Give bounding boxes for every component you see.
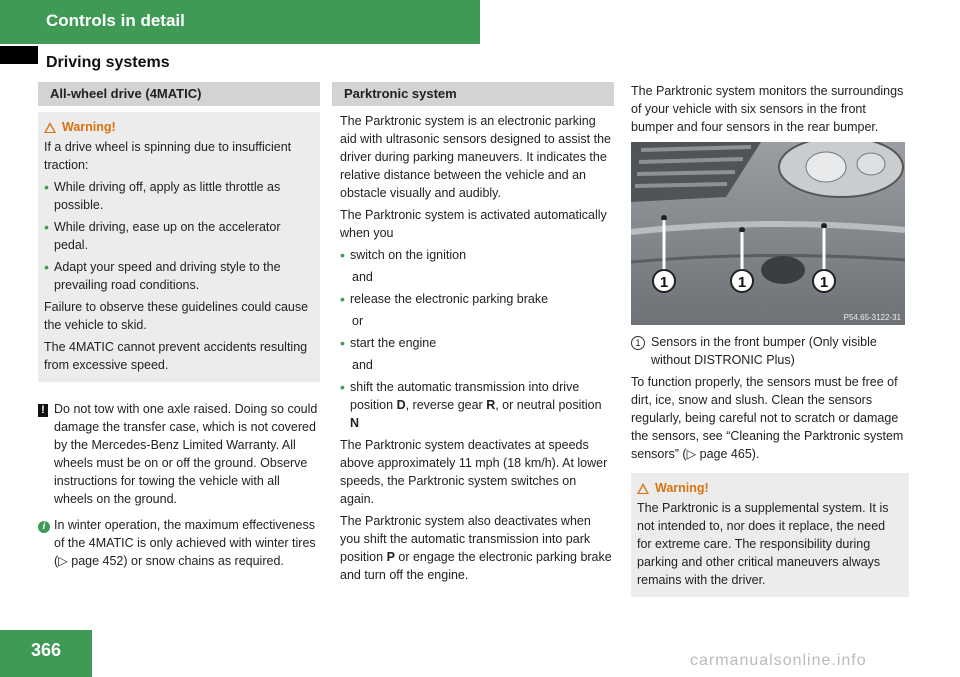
list-item: • start the engine	[340, 335, 437, 351]
column-right	[631, 82, 909, 597]
bumper-image	[631, 142, 905, 325]
callout-1-a: 1	[659, 274, 669, 291]
awd-warning-title: Warning!	[44, 118, 314, 136]
page-number: 366	[30, 640, 62, 660]
list-item: • shift the automatic transmission into drive position D, reverse gear R, or neutral position N	[340, 379, 602, 430]
awd-warning-box	[38, 112, 320, 382]
awd-heading: All-wheel drive (4MATIC)	[38, 82, 320, 106]
warning-icon	[44, 122, 56, 133]
warning-icon	[637, 483, 649, 494]
right-p2: To function properly, the sensors must be free of dirt, ice, snow and slush. Clean the sensors regularly, being careful not to scratch or damage the sensors, see “Cleaning the Parktronic system sensors” (▷ page 465).	[631, 375, 904, 461]
list-item: • While driving off, apply as little throttle as possible.	[44, 179, 281, 212]
parktronic-p2: The Parktronic system is activated automatically when you	[340, 208, 607, 240]
callout-1-c: 1	[819, 274, 829, 291]
awd-warning-para2: The 4MATIC cannot prevent accidents resulting from excessive speed.	[44, 340, 308, 372]
right-warning-box	[631, 473, 909, 597]
list-item: • Adapt your speed and driving style to the prevailing road conditions.	[44, 259, 281, 292]
header-marker	[0, 46, 38, 64]
awd-warning-para1: Failure to observe these guidelines could cause the vehicle to skid.	[44, 300, 309, 332]
tow-note: ! Do not tow with one axle raised. Doing so could damage the transfer case, which is not covered by the Mercedes-Benz Limited Warranty. All wheels must be on or off the ground. Observe instructions for towing the vehicle with all wheels on the ground.	[38, 400, 320, 508]
column-parktronic	[332, 82, 614, 588]
watermark: carmanualsonline.info	[690, 652, 867, 669]
list-item: • release the electronic parking brake	[340, 291, 549, 307]
right-p1: The Parktronic system monitors the surroundings of your vehicle with six sensors in the front bumper and four sensors in the rear bumper.	[631, 84, 904, 134]
parktronic-p4: The Parktronic system also deactivates when you shift the automatic transmission into park position P or engage the electronic parking brake and turn off the engine.	[340, 514, 612, 582]
image-code: P54.65-3122-31	[843, 313, 901, 322]
connector-and: and	[352, 270, 373, 284]
connector-and: and	[352, 358, 373, 372]
bumper-sensors-illustration	[631, 142, 905, 325]
callout-number: 1	[631, 336, 645, 350]
caution-icon: !	[38, 404, 48, 417]
column-awd	[38, 82, 320, 578]
list-item: • switch on the ignition	[340, 247, 467, 263]
list-item: • While driving, ease up on the accelerator pedal.	[44, 219, 281, 252]
callout-1-b: 1	[737, 274, 747, 291]
parktronic-heading: Parktronic system	[332, 82, 614, 106]
awd-warning-intro: If a drive wheel is spinning due to insufficient traction:	[44, 140, 292, 172]
section-subtitle: Driving systems	[46, 54, 170, 71]
connector-or: or	[352, 314, 364, 328]
right-warning-title: Warning!	[637, 479, 903, 497]
callout-legend: 1 Sensors in the front bumper (Only visible without DISTRONIC Plus)	[631, 333, 909, 369]
parktronic-p1: The Parktronic system is an electronic parking aid with ultrasonic sensors designed to assist the driver during parking maneuvers. It indicates the relative distance between the vehicle and an obstacle visually and audibly.	[340, 114, 611, 200]
info-icon: i	[38, 521, 50, 533]
right-warning-text: The Parktronic is a supplemental system. It is not intended to, nor does it replace, the need for extreme care. The responsibility during parking and other critical maneuvers always remains with the driver.	[637, 501, 889, 587]
header-title: Controls in detail	[46, 11, 185, 30]
winter-info: i In winter operation, the maximum effectiveness of the 4MATIC is only achieved with winter tires (▷ page 452) or snow chains as required.	[38, 516, 320, 570]
parktronic-p3: The Parktronic system deactivates at speeds above approximately 11 mph (18 km/h). At lower speeds, the Parktronic system switches on again.	[340, 438, 608, 506]
